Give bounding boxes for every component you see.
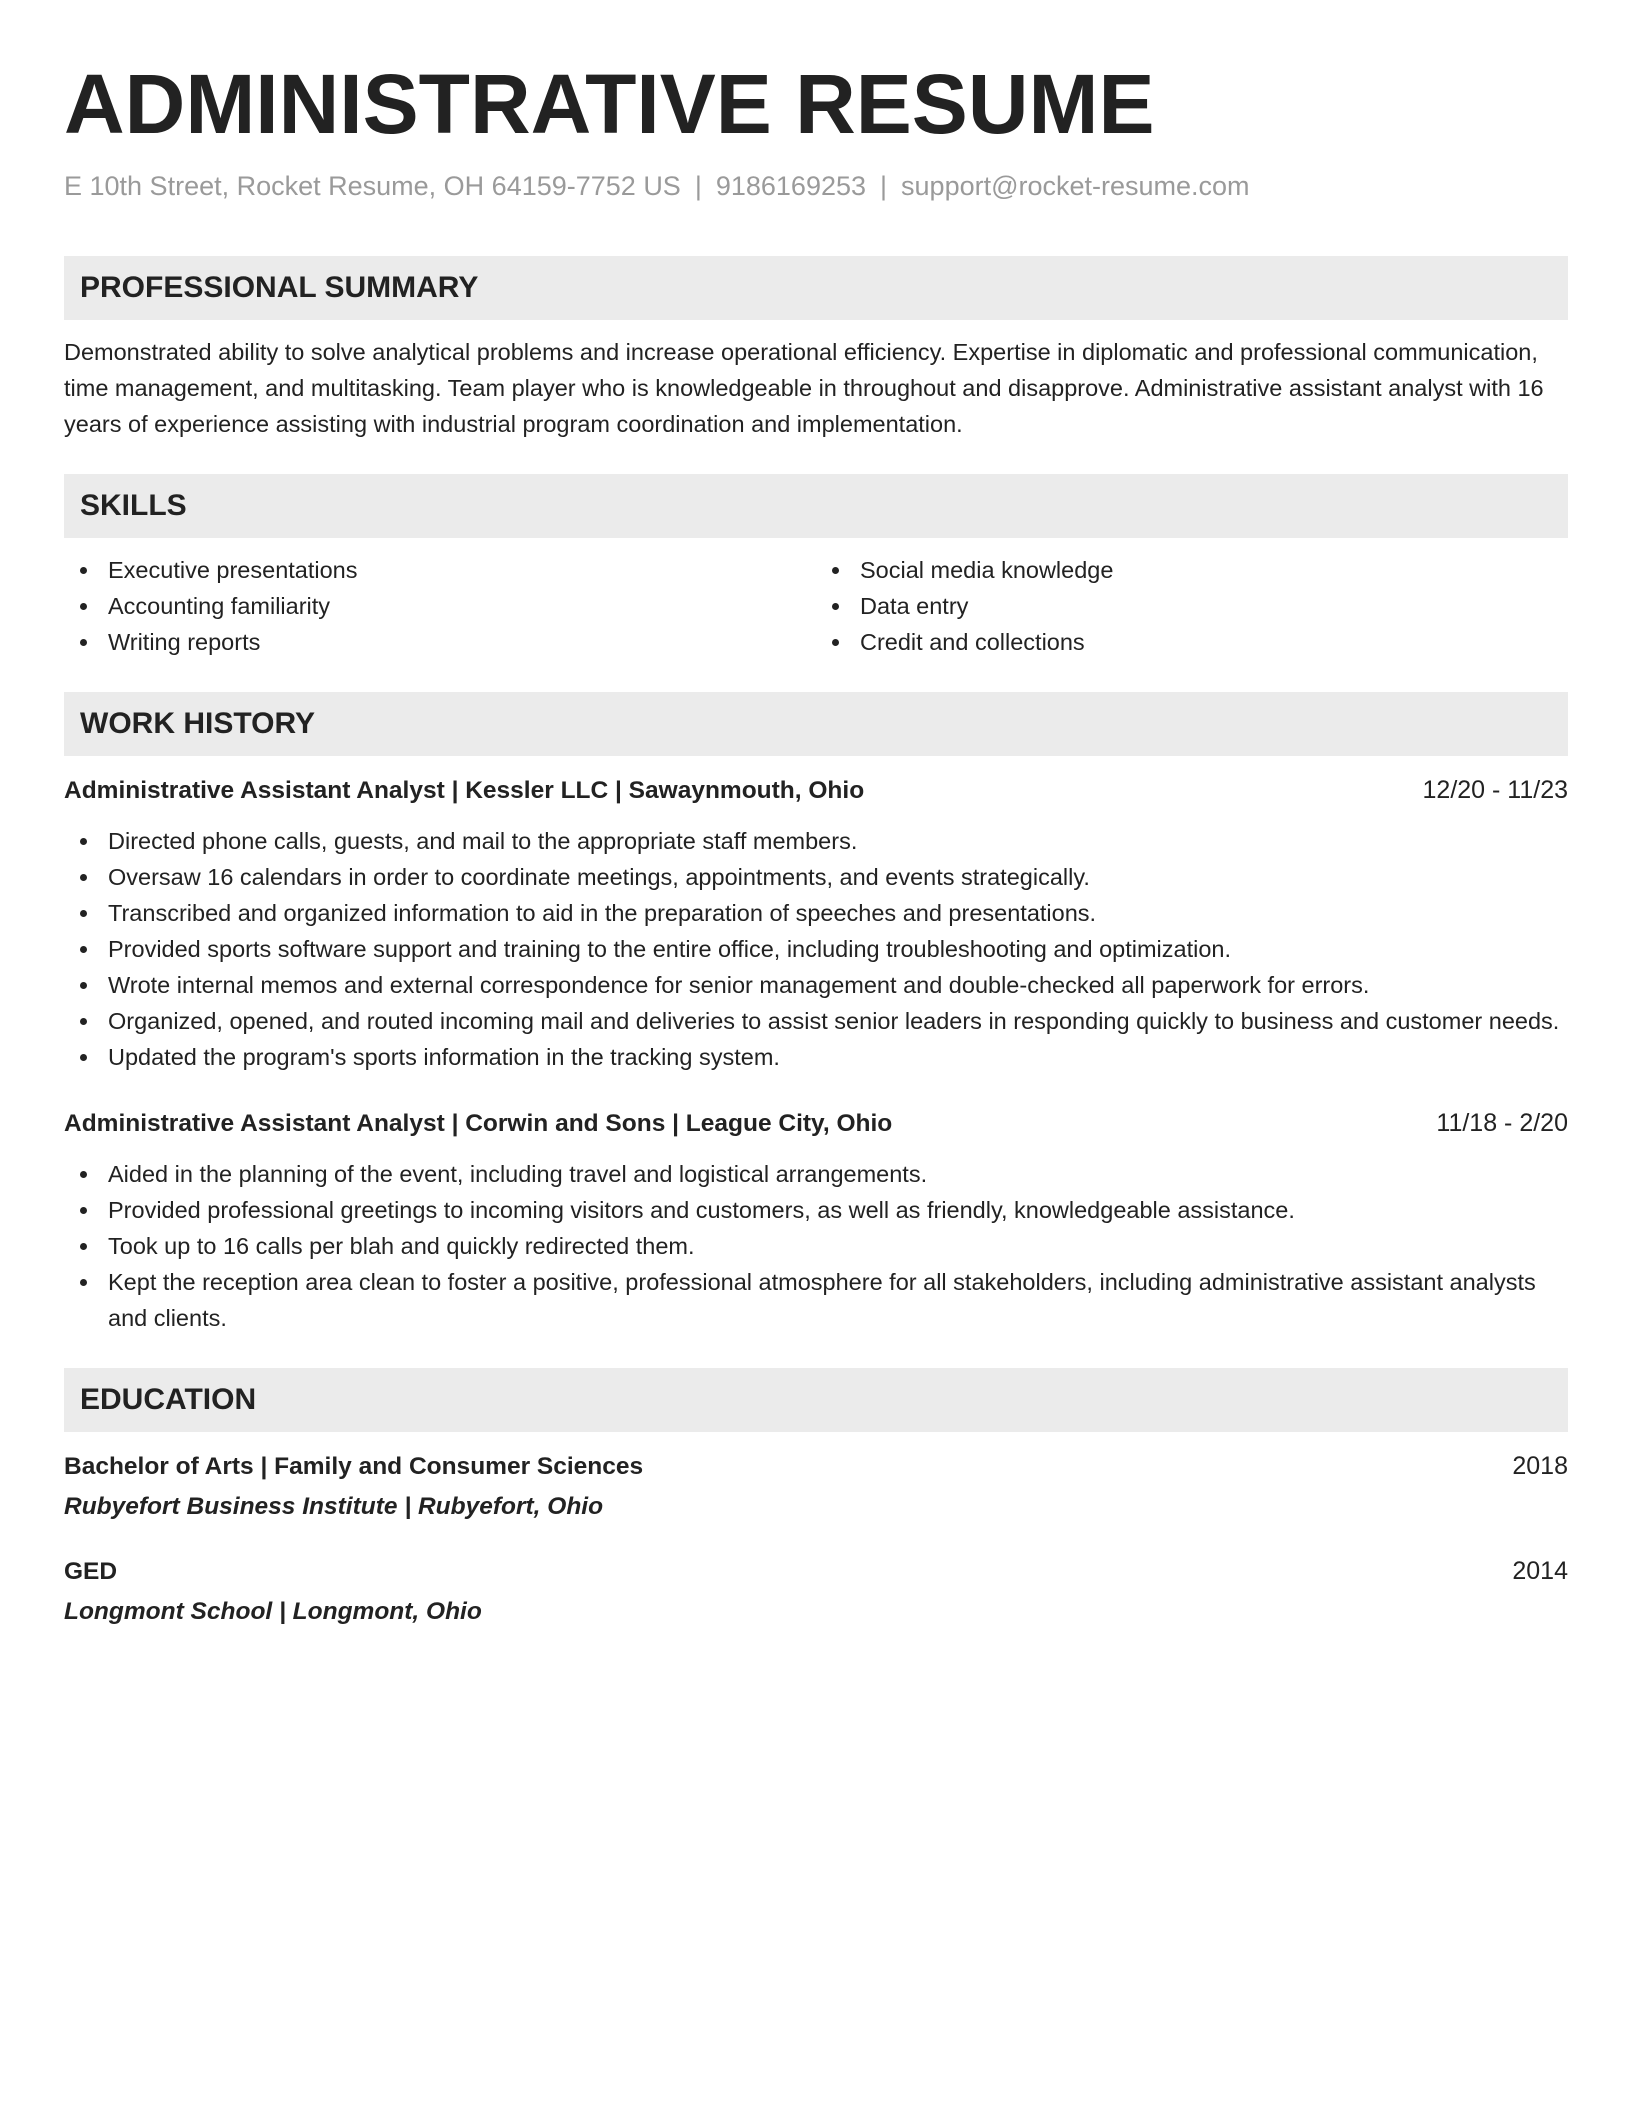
education-year: 2018: [1512, 1452, 1568, 1480]
job-bullet: Updated the program's sports information in the tracking system.: [108, 1039, 1568, 1075]
skills-list-right: [816, 552, 1568, 660]
skills-list-left: [64, 552, 816, 660]
contact-email: support@rocket-resume.com: [901, 171, 1250, 201]
page-title: ADMINISTRATIVE RESUME: [64, 57, 1155, 151]
job-bullet: Transcribed and organized information to aid in the preparation of speeches and presentations.: [108, 895, 1568, 931]
job-bullet: Oversaw 16 calendars in order to coordinate meetings, appointments, and events strategically.: [108, 859, 1568, 895]
summary-section: [64, 256, 1568, 442]
job-bullet: Organized, opened, and routed incoming mail and deliveries to assist senior leaders in responding quickly to business and customer needs.: [108, 1003, 1568, 1039]
job-entry: [64, 772, 1568, 1075]
education-header: [64, 1553, 1568, 1590]
job-bullet: Aided in the planning of the event, including travel and logistical arrangements.: [108, 1156, 1568, 1192]
job-title: Administrative Assistant Analyst | Corwin and Sons | League City, Ohio: [64, 1110, 893, 1137]
education-entry: [64, 1448, 1568, 1525]
skill-item: Data entry: [860, 588, 1568, 624]
job-bullets: [64, 823, 1568, 1075]
education-degree: GED: [64, 1558, 118, 1585]
job-bullet: Took up to 16 calls per blah and quickly redirected them.: [108, 1228, 1568, 1264]
job-bullet: Provided professional greetings to incoming visitors and customers, as well as friendly, knowledgeable assistance.: [108, 1192, 1568, 1228]
job-bullets: [64, 1156, 1568, 1336]
skill-item: Accounting familiarity: [108, 588, 816, 624]
summary-heading: PROFESSIONAL SUMMARY: [64, 256, 1568, 320]
job-header: [64, 1105, 1568, 1142]
job-bullet: Wrote internal memos and external correspondence for senior management and double-checked all paperwork for errors.: [108, 967, 1568, 1003]
contact-address: E 10th Street, Rocket Resume, OH 64159-7752 US: [64, 171, 681, 201]
job-header: [64, 772, 1568, 809]
skill-item: Executive presentations: [108, 552, 816, 588]
education-section: [64, 1368, 1568, 1630]
work-history-heading: WORK HISTORY: [64, 692, 1568, 756]
skills-grid: [64, 552, 1568, 660]
work-history-section: [64, 692, 1568, 1336]
job-entry: [64, 1105, 1568, 1336]
skill-item: Credit and collections: [860, 624, 1568, 660]
education-heading: EDUCATION: [64, 1368, 1568, 1432]
job-dates: 11/18 - 2/20: [1436, 1109, 1568, 1137]
job-bullet: Directed phone calls, guests, and mail to the appropriate staff members.: [108, 823, 1568, 859]
summary-text: Demonstrated ability to solve analytical problems and increase operational efficiency. Expertise in diplomatic and professional communication, time management, and multitasking. Team player who is knowledgeable in throughout and disapprove. Administrative assistant analyst with 16 years of experience assisting with industrial program coordination and implementation.: [64, 339, 1544, 437]
job-dates: 12/20 - 11/23: [1422, 776, 1568, 804]
contact-line: [64, 168, 1568, 204]
job-bullet: Kept the reception area clean to foster a positive, professional atmosphere for all stakeholders, including administrative assistant analysts and clients.: [108, 1264, 1568, 1336]
education-school: Longmont School | Longmont, Ohio: [64, 1598, 482, 1625]
skill-item: Writing reports: [108, 624, 816, 660]
education-degree: Bachelor of Arts | Family and Consumer Sciences: [64, 1453, 644, 1480]
skills-heading: SKILLS: [64, 474, 1568, 538]
education-entry: [64, 1553, 1568, 1630]
job-bullet: Provided sports software support and training to the entire office, including troubleshooting and optimization.: [108, 931, 1568, 967]
skills-section: [64, 474, 1568, 660]
education-school: Rubyefort Business Institute | Rubyefort, Ohio: [64, 1493, 604, 1520]
education-header: [64, 1448, 1568, 1485]
contact-separator: |: [880, 171, 888, 201]
job-title: Administrative Assistant Analyst | Kessler LLC | Sawaynmouth, Ohio: [64, 777, 865, 804]
education-year: 2014: [1512, 1557, 1568, 1585]
contact-separator: |: [694, 171, 702, 201]
skill-item: Social media knowledge: [860, 552, 1568, 588]
contact-phone: 9186169253: [715, 171, 867, 201]
